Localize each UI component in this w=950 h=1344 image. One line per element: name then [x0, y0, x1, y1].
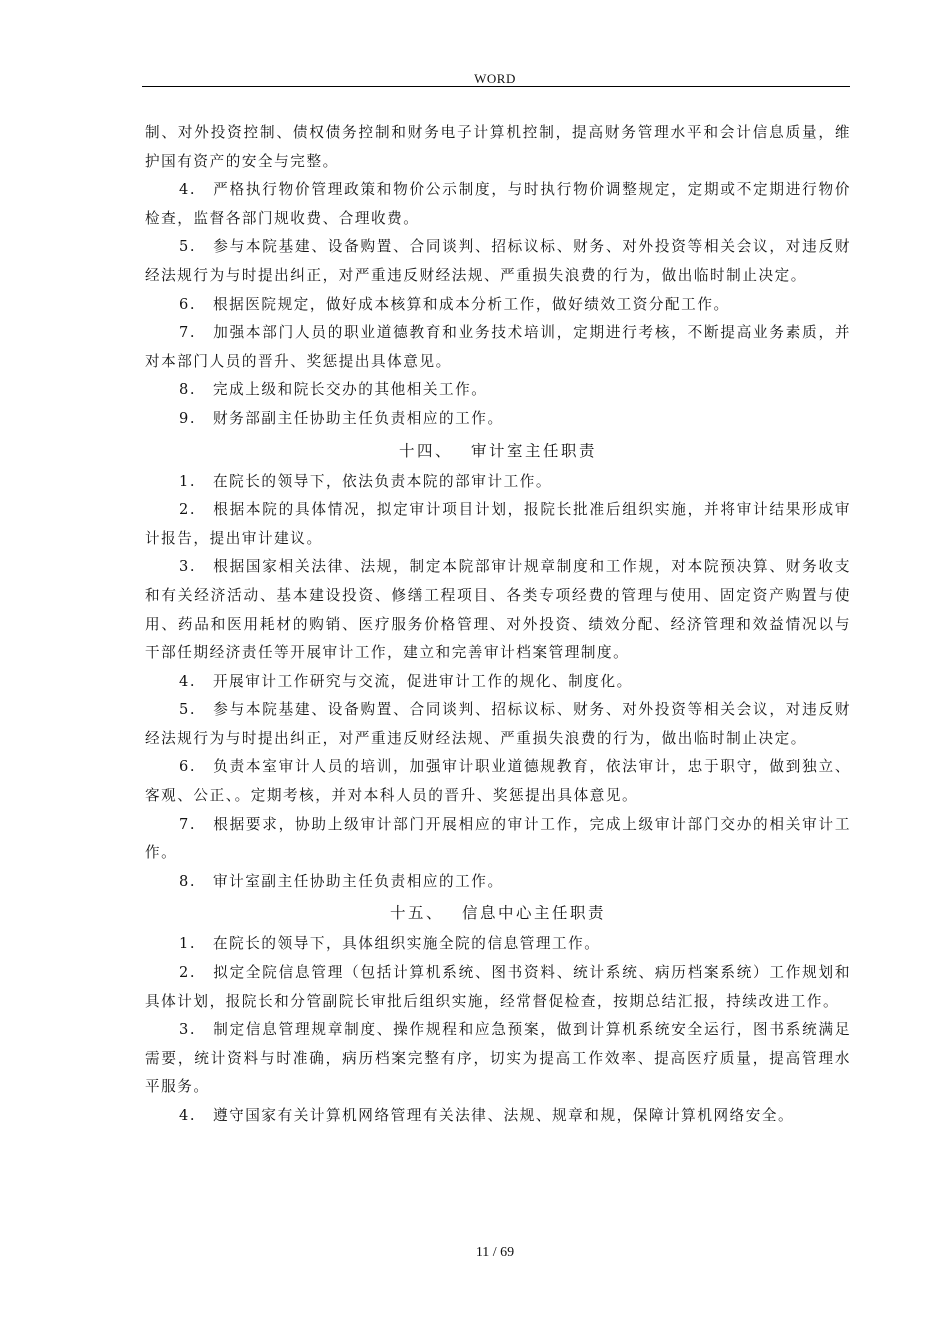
item-number: 7.	[179, 324, 197, 342]
audit-item-7	[145, 811, 851, 868]
section-number: 十五、	[389, 904, 444, 923]
header-rule	[142, 86, 850, 87]
item-text: 严格执行物价管理政策和物价公示制度，与时执行物价调整规定，定期或不定期进行物价检查，监督各部门规收费、合理收费。	[145, 181, 851, 227]
item-number: 7.	[179, 815, 197, 833]
item-number: 6.	[179, 295, 197, 313]
item-text: 遵守国家有关计算机网络管理有关法律、法规、规章和规，保障计算机网络安全。	[213, 1107, 795, 1124]
item-number: 3.	[179, 1021, 197, 1039]
finance-item-5	[145, 233, 851, 290]
item-number: 8.	[179, 872, 197, 890]
item-number: 6.	[179, 758, 197, 776]
info-item-3	[145, 1016, 851, 1102]
item-number: 1.	[179, 935, 197, 953]
item-number: 4.	[179, 1107, 197, 1124]
audit-item-5	[145, 696, 851, 753]
item-text: 参与本院基建、设备购置、合同谈判、招标议标、财务、对外投资等相关会议，对违反财经法规行为与时提出纠正，对严重违反财经法规、严重损失浪费的行为，做出临时制止决定。	[145, 238, 851, 284]
audit-item-2	[145, 496, 851, 553]
item-number: 3.	[179, 558, 197, 576]
finance-item-7	[145, 319, 851, 376]
audit-item-1	[145, 468, 851, 497]
item-text: 拟定全院信息管理（包括计算机系统、图书资料、统计系统、病历档案系统）工作规划和具体计划，报院长和分管副院长审批后组织实施，经常督促检查，按期总结汇报，持续改进工作。	[145, 964, 851, 1010]
page-number: 11 / 69	[475, 1245, 515, 1260]
finance-item-4	[145, 176, 851, 233]
item-number: 8.	[179, 381, 197, 399]
item-text: 财务部副主任协助主任负责相应的工作。	[213, 409, 504, 427]
audit-item-3	[145, 553, 851, 667]
item-text: 负责本室审计人员的培训，加强审计职业道德规教育，依法审计，忠于职守，做到独立、客观、公正、。定期考核，并对本科人员的晋升、奖惩提出具体意见。	[145, 758, 851, 805]
section-title: 审计室主任职责	[471, 441, 598, 460]
audit-item-8	[145, 868, 851, 897]
item-text: 根据本院的具体情况，拟定审计项目计划，报院长批准后组织实施，并将审计结果形成审计报告，提出审计建议。	[145, 501, 851, 547]
item-number: 9.	[179, 409, 197, 427]
finance-item-6	[145, 291, 851, 320]
info-item-1	[145, 930, 851, 959]
item-text: 加强本部门人员的职业道德教育和业务技术培训，定期进行考核，不断提高业务素质，并对本部门人员的晋升、奖惩提出具体意见。	[145, 324, 851, 370]
item-text: 审计室副主任协助主任负责相应的工作。	[213, 872, 504, 890]
finance-item-8	[145, 376, 851, 405]
item-text: 根据要求，协助上级审计部门开展相应的审计工作，完成上级审计部门交办的相关审计工作。	[145, 815, 851, 862]
section-14-heading	[145, 437, 851, 465]
item-text: 在院长的领导下，依法负责本院的部审计工作。	[213, 472, 553, 490]
document-body	[145, 119, 851, 1131]
audit-item-6	[145, 753, 851, 810]
info-item-2	[145, 959, 851, 1016]
item-number: 2.	[179, 964, 197, 982]
item-text: 开展审计工作研究与交流，促进审计工作的规化、制度化。	[213, 672, 633, 690]
audit-item-4	[145, 668, 851, 697]
item-text: 根据医院规定，做好成本核算和成本分析工作，做好绩效工资分配工作。	[213, 295, 730, 313]
finance-item-9	[145, 405, 851, 434]
section-15-heading	[145, 899, 851, 927]
item-number: 5.	[179, 238, 197, 256]
item-text: 根据国家相关法律、法规，制定本院部审计规章制度和工作规，对本院预决算、财务收支和有关经济活动、基本建设投资、修缮工程项目、各类专项经费的管理与使用、固定资产购置与使用、药品和医用耗材的购销、医疗服务价格管理、对外投资、绩效分配、经济管理和效益情况以与干部任期经济责任等开展审计工作，建立和完善审计档案管理制度。	[145, 558, 851, 662]
lead-paragraph: 制、对外投资控制、债权债务控制和财务电子计算机控制，提高财务管理水平和会计信息质量，维护国有资产的安全与完整。	[145, 124, 851, 170]
item-number: 4.	[179, 181, 197, 199]
page-header-label: WORD	[474, 71, 516, 86]
item-text: 参与本院基建、设备购置、合同谈判、招标议标、财务、对外投资等相关会议，对违反财经法规行为与时提出纠正，对严重违反财经法规、严重损失浪费的行为，做出临时制止决定。	[145, 701, 851, 747]
item-number: 2.	[179, 501, 197, 519]
item-text: 在院长的领导下，具体组织实施全院的信息管理工作。	[213, 935, 601, 953]
section-number: 十四、	[398, 441, 453, 460]
item-number: 1.	[179, 472, 197, 490]
item-text: 制定信息管理规章制度、操作规程和应急预案，做到计算机系统安全运行，图书系统满足需要，统计资料与时准确，病历档案完整有序，切实为提高工作效率、提高医疗质量，提高管理水平服务。	[145, 1021, 851, 1096]
item-number: 4.	[179, 672, 197, 690]
item-number: 5.	[179, 701, 197, 719]
info-item-4	[145, 1102, 851, 1131]
section-title: 信息中心主任职责	[462, 904, 607, 923]
item-text: 完成上级和院长交办的其他相关工作。	[213, 381, 488, 399]
